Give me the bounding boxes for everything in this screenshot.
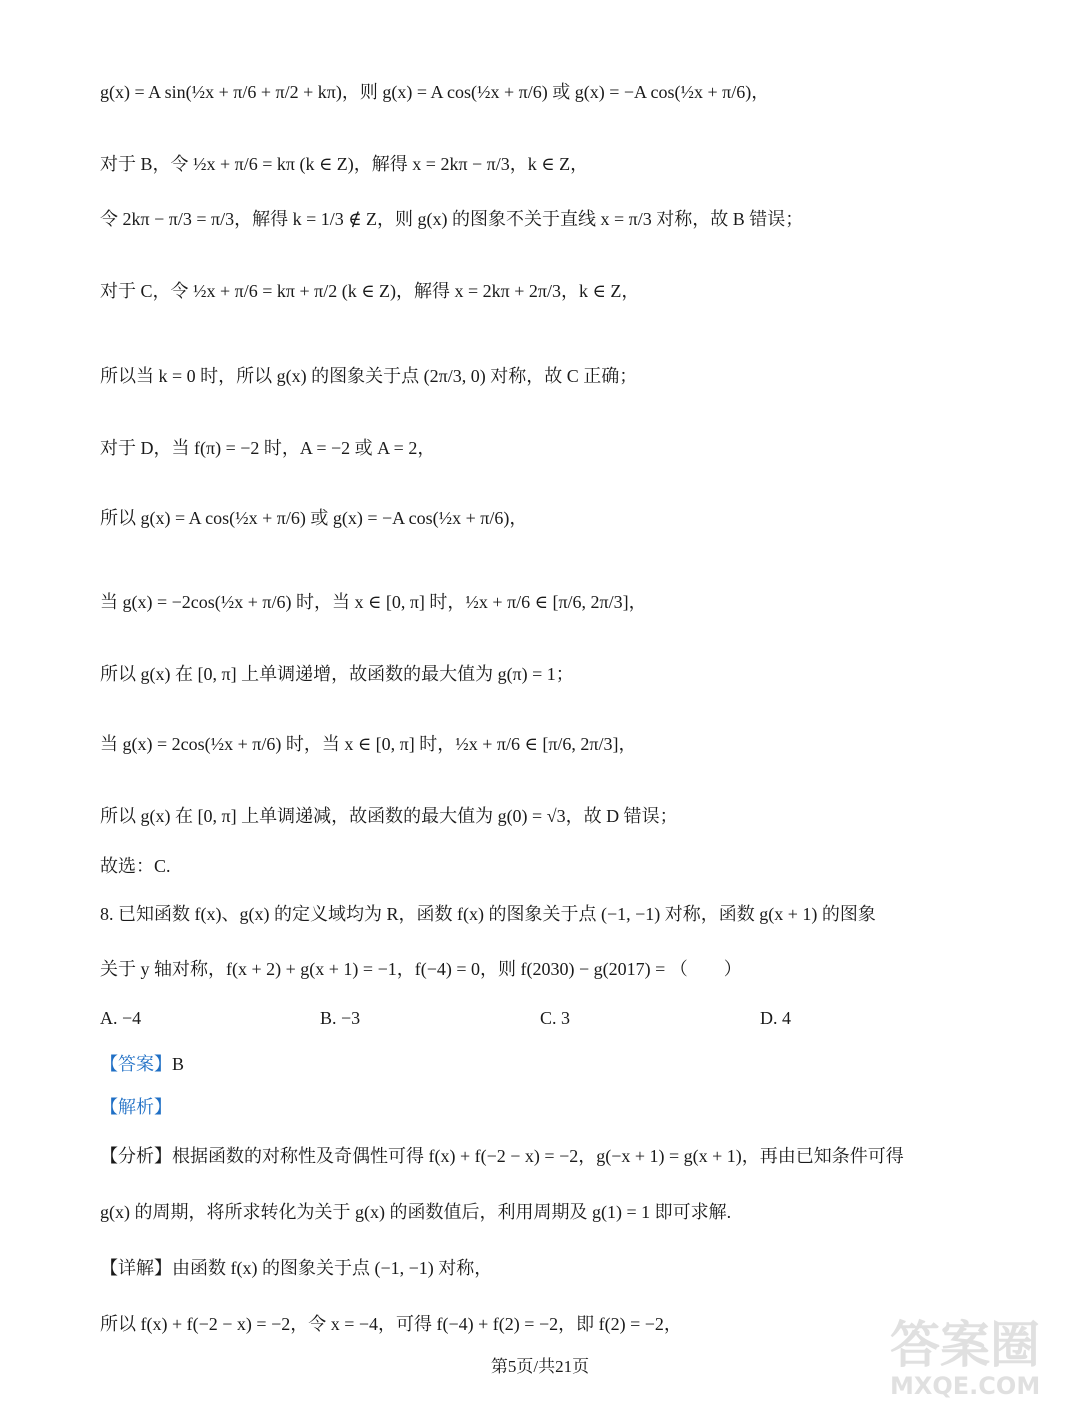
- fenxi-text-1: 根据函数的对称性及奇偶性可得 f(x) + f(−2 − x) = −2，g(−x + 1) = g(x + 1)，再由已知条件可得: [172, 1146, 904, 1166]
- xiangjie-line-2: 所以 f(x) + f(−2 − x) = −2，令 x = −4，可得 f(−4) + f(2) = −2，即 f(2) = −2，: [100, 1314, 682, 1334]
- watermark-url: MXQE.COM: [890, 1372, 1041, 1400]
- analysis-heading: [100, 1093, 1040, 1119]
- solution-line-3: 令 2kπ − π/3 = π/3，解得 k = 1/3 ∉ Z，则 g(x) 的图象不关于直线 x = π/3 对称，故 B 错误；: [100, 209, 804, 229]
- watermark-logo: [890, 1318, 1050, 1404]
- xiangjie-tag: 【详解】: [100, 1258, 172, 1278]
- option-c: C. 3: [540, 1008, 571, 1028]
- watermark-text: 答案圈: [890, 1316, 1040, 1374]
- solution-line-4: 对于 C，令 ½x + π/6 = kπ + π/2 (k ∈ Z)，解得 x = 2kπ + 2π/3，k ∈ Z，: [100, 281, 640, 301]
- solution-line-1: g(x) = A sin(½x + π/6 + π/2 + kπ)，则 g(x) = A cos(½x + π/6) 或 g(x) = −A cos(½x + π/6)，: [100, 82, 770, 102]
- solution-line-9: 所以 g(x) 在 [0, π] 上单调递增，故函数的最大值为 g(π) = 1；: [100, 664, 574, 684]
- question-8-line-1: 8. 已知函数 f(x)、g(x) 的定义域均为 R，函数 f(x) 的图象关于点 (−1, −1) 对称，函数 g(x + 1) 的图象: [100, 904, 876, 924]
- analysis-tag: 【解析】: [100, 1097, 172, 1117]
- solution-line-8: 当 g(x) = −2cos(½x + π/6) 时，当 x ∈ [0, π] 时，½x + π/6 ∈ [π/6, 2π/3]，: [100, 592, 647, 612]
- option-d: D. 4: [760, 1008, 791, 1028]
- xiangjie-line-1: [100, 1254, 1040, 1280]
- page-number-footer: 第5页/共21页: [490, 1357, 590, 1376]
- fenxi-line-1: [100, 1142, 1040, 1168]
- solution-line-12: 故选：C.: [100, 856, 171, 876]
- solution-line-11: 所以 g(x) 在 [0, π] 上单调递减，故函数的最大值为 g(0) = √3，故 D 错误；: [100, 806, 678, 826]
- answer-value: B: [172, 1054, 185, 1074]
- fenxi-line-2: g(x) 的周期，将所求转化为关于 g(x) 的函数值后，利用周期及 g(1) = 1 即可求解.: [100, 1202, 732, 1222]
- option-a: A. −4: [100, 1008, 142, 1028]
- solution-line-5: 所以当 k = 0 时，所以 g(x) 的图象关于点 (2π/3, 0) 对称，故 C 正确；: [100, 366, 638, 386]
- xiangjie-text-1: 由函数 f(x) 的图象关于点 (−1, −1) 对称，: [172, 1258, 493, 1278]
- answer-tag: 【答案】: [100, 1054, 172, 1074]
- option-b: B. −3: [320, 1008, 361, 1028]
- solution-line-2: 对于 B，令 ½x + π/6 = kπ (k ∈ Z)，解得 x = 2kπ − π/3，k ∈ Z，: [100, 154, 589, 174]
- solution-line-10: 当 g(x) = 2cos(½x + π/6) 时，当 x ∈ [0, π] 时，½x + π/6 ∈ [π/6, 2π/3]，: [100, 734, 637, 754]
- solution-line-7: 所以 g(x) = A cos(½x + π/6) 或 g(x) = −A cos(½x + π/6)，: [100, 508, 528, 528]
- solution-line-6: 对于 D，当 f(π) = −2 时，A = −2 或 A = 2，: [100, 438, 436, 458]
- fenxi-tag: 【分析】: [100, 1146, 172, 1166]
- question-8-line-2: 关于 y 轴对称，f(x + 2) + g(x + 1) = −1，f(−4) = 0，则 f(2030) − g(2017) = （ ）: [100, 959, 742, 979]
- answer-line: [100, 1050, 1040, 1076]
